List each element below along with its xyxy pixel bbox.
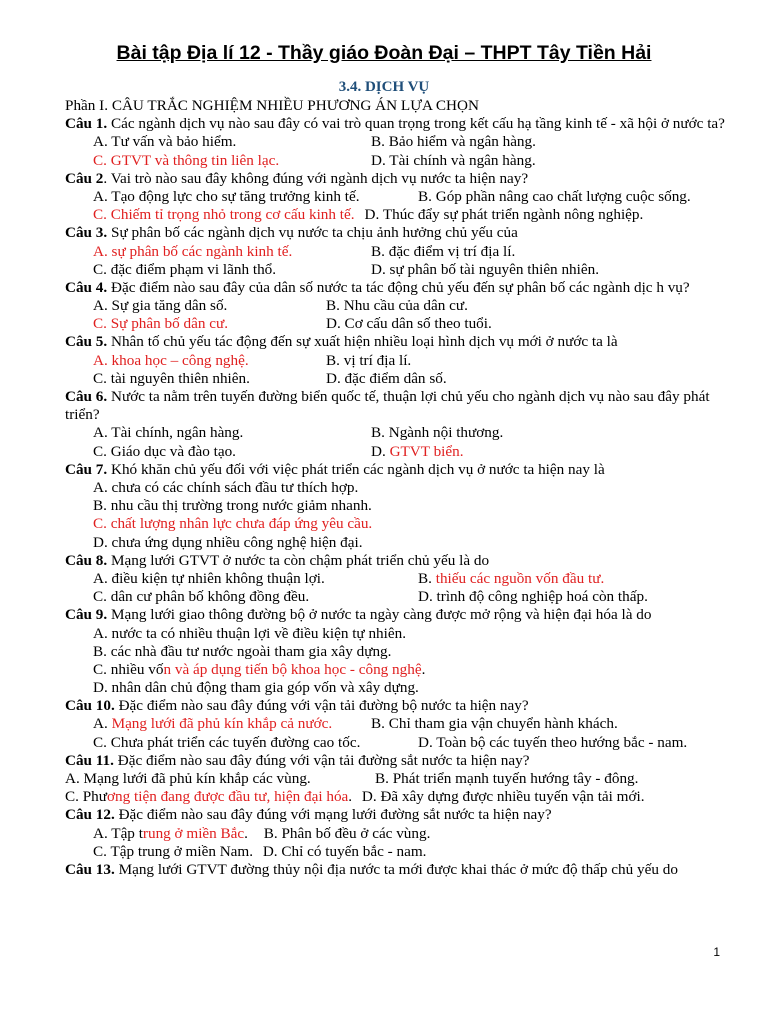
question-5 (65, 333, 725, 351)
question-7 (65, 461, 725, 479)
question-label: Câu 4. (65, 278, 108, 296)
options-row (65, 734, 725, 752)
question-11 (65, 752, 725, 770)
option-b: B. Phát triển mạnh tuyến hướng tây - đông. (375, 770, 639, 787)
option-d: D. Đã xây dựng được nhiều tuyến vận tải mới. (361, 788, 645, 806)
option-d: D. Cơ cấu dân số theo tuổi. (326, 315, 492, 333)
question-3 (65, 224, 725, 242)
option-a: A. Tài chính, ngân hàng. (93, 424, 244, 442)
question-label: Câu 11. (65, 751, 114, 769)
option-a: A. Mạng lưới đã phủ kín khắp các vùng. (65, 770, 311, 787)
question-label: Câu 2 (65, 169, 104, 187)
answer-highlight: n và áp dụng tiến bộ khoa học - công nghệ (163, 660, 422, 678)
options-row (65, 352, 725, 370)
question-10 (65, 697, 725, 715)
question-text: . Vai trò nào sau đây không đúng với ngành dịch vụ nước ta hiện nay? (103, 169, 529, 187)
option-d: D. trình độ công nghiệp hoá còn thấp. (418, 588, 648, 606)
answer-highlight: rung ở miền Bắc (142, 824, 245, 842)
option-b: B. Ngành nội thương. (371, 424, 504, 442)
option-a: A. điều kiện tự nhiên không thuận lợi. (93, 569, 325, 587)
question-label: Câu 10. (65, 697, 115, 715)
option-a-answer (93, 715, 371, 733)
question-label: Câu 5. (65, 333, 108, 351)
options-row (65, 261, 725, 279)
option-c-answer: C. GTVT và thông tin liên lạc. (93, 151, 280, 169)
options-row (65, 770, 725, 788)
answer-prefix: A. Tập t (93, 824, 143, 842)
option-d: D. Toàn bộ các tuyến theo hướng bắc - nam. (418, 733, 688, 751)
option-d: D. đặc điểm dân số. (326, 369, 447, 387)
section-title: 3.4. DỊCH VỤ (338, 79, 430, 95)
question-text: Đặc điểm nào sau đây của dân số nước ta tác động chủ yếu đến sự phân bố các ngành dịc h vụ? (107, 278, 690, 296)
option-a-answer: A. khoa học – công nghệ. (93, 351, 249, 369)
answer-suffix: . (348, 788, 353, 806)
answer-suffix: . (244, 824, 248, 842)
options-row (65, 152, 725, 170)
option-a: A. nước ta có nhiều thuận lợi về điều kiện tự nhiên. (93, 624, 406, 642)
question-1 (65, 115, 725, 133)
page-number: 1 (713, 945, 720, 959)
option-b: B. Bảo hiểm và ngân hàng. (371, 133, 536, 151)
answer-text: Mạng lưới đã phủ kín khắp cả nước. (107, 715, 333, 733)
option-d: D. nhân dân chủ động tham gia góp vốn và xây dựng. (93, 679, 419, 697)
option-c: C. Tập trung ở miền Nam. (93, 842, 254, 860)
option-a: A. chưa có các chính sách đầu tư thích hợp. (93, 479, 359, 496)
question-8 (65, 552, 725, 570)
options-row (65, 715, 725, 733)
options-row (65, 570, 725, 588)
options-row (65, 825, 725, 843)
option-d: D. sự phân bố tài nguyên thiên nhiên. (371, 260, 599, 278)
question-9 (65, 606, 725, 624)
answer-text: thiếu các nguồn vốn đầu tư. (431, 569, 605, 587)
options-row (65, 133, 725, 151)
answer-prefix: C. Phư (65, 788, 107, 806)
question-2 (65, 170, 725, 188)
option-c: C. Giáo dục và đào tạo. (93, 442, 236, 460)
answer-prefix: C. nhiều vố (93, 660, 164, 678)
options-row (65, 243, 725, 261)
option-b: B. Góp phần nâng cao chất lượng cuộc sống. (418, 187, 691, 205)
options-row (65, 443, 725, 461)
options-row (65, 588, 725, 606)
option-letter: D. (371, 442, 386, 460)
question-label: Câu 3. (65, 224, 108, 242)
question-label: Câu 6. (65, 388, 108, 406)
answer-suffix: . (421, 660, 426, 678)
option-c: C. đặc điểm phạm vi lãnh thổ. (93, 260, 277, 278)
document-body (65, 97, 725, 879)
option-d: D. Chỉ có tuyến bắc - nam. (262, 842, 427, 860)
question-label: Câu 13. (65, 860, 115, 878)
options-row (65, 297, 725, 315)
question-label: Câu 7. (65, 460, 108, 478)
question-text: Khó khăn chủ yếu đối với việc phát triển các ngành dịch vụ ở nước ta hiện nay là (107, 460, 605, 478)
answer-highlight: ơng tiện đang được đầu tư, hiện đại hóa (107, 788, 349, 806)
option-a: A. Tư vấn và bảo hiểm. (93, 133, 237, 151)
option-a-answer: A. sự phân bố các ngành kinh tế. (93, 242, 293, 260)
option-d: D. chưa ứng dụng nhiều công nghệ hiện đại. (93, 533, 363, 551)
options-row (65, 206, 725, 224)
question-text: Mạng lưới GTVT đường thủy nội địa nước ta mới được khai thác ở mức độ thấp chủ yếu do (114, 860, 678, 878)
option-c-answer: C. Sự phân bố dân cư. (93, 315, 228, 333)
question-text: Mạng lưới giao thông đường bộ ở nước ta ngày càng được mở rộng và hiện đại hóa là do (107, 606, 652, 624)
option-c-answer: C. Chiếm tỉ trọng nhỏ trong cơ cấu kinh tế. (93, 206, 355, 224)
options-row (65, 315, 725, 333)
question-text: Mạng lưới GTVT ở nước ta còn chậm phát triển chủ yếu là do (107, 551, 490, 569)
page-title: Bài tập Địa lí 12 - Thầy giáo Đoàn Đại – THPT Tây Tiền Hải (116, 42, 652, 64)
option-a: A. Sự gia tăng dân số. (93, 297, 228, 315)
answer-text: GTVT biển. (385, 442, 464, 460)
question-label: Câu 8. (65, 551, 108, 569)
question-text: Các ngành dịch vụ nào sau đây có vai trò quan trọng trong kết cấu hạ tầng kinh tế - xã hội ở nước ta? (107, 115, 725, 133)
options-row (65, 188, 725, 206)
option-b-answer (418, 570, 604, 588)
option-b: B. Nhu cầu của dân cư. (326, 297, 468, 315)
option-letter: B. (418, 569, 432, 587)
option-c: C. dân cư phân bố không đồng đều. (93, 588, 310, 606)
part-heading: Phần I. CÂU TRẮC NGHIỆM NHIỀU PHƯƠNG ÁN LỰA CHỌN (65, 97, 479, 114)
question-label: Câu 12. (65, 806, 115, 824)
option-a: A. Tạo động lực cho sự tăng trưởng kinh tế. (93, 187, 360, 205)
question-13 (65, 861, 725, 879)
question-label: Câu 1. (65, 115, 108, 133)
question-text: Đặc điểm nào sau đây đúng với vận tải đường bộ nước ta hiện nay? (114, 697, 529, 715)
option-c: C. Chưa phát triển các tuyến đường cao tốc. (93, 733, 361, 751)
question-text: Đặc điểm nào sau đây đúng với mạng lưới đường sắt nước ta hiện nay? (114, 806, 552, 824)
question-text: Nước ta nằm trên tuyến đường biển quốc tế, thuận lợi chủ yếu cho ngành dịch vụ nào sau đây phát triển? (65, 388, 710, 424)
option-c-answer: C. chất lượng nhân lực chưa đáp ứng yêu cầu. (93, 515, 373, 533)
option-d: D. Thúc đẩy sự phát triển ngành nông nghiệp. (364, 206, 644, 224)
option-c-answer (65, 661, 725, 679)
option-c: C. tài nguyên thiên nhiên. (93, 369, 250, 387)
question-text: Nhân tố chủ yếu tác động đến sự xuất hiện nhiều loại hình dịch vụ mới ở nước ta là (107, 333, 618, 351)
options-row (65, 843, 725, 861)
option-b: B. Chỉ tham gia vận chuyển hành khách. (371, 715, 618, 733)
question-4 (65, 279, 725, 297)
option-c-answer (65, 788, 352, 805)
option-b: B. vị trí địa lí. (326, 351, 412, 369)
question-text: Sự phân bố các ngành dịch vụ nước ta chịu ảnh hưởng chủ yếu của (107, 224, 518, 242)
option-b: B. nhu cầu thị trường trong nước giảm nhanh. (93, 497, 372, 515)
options-row (65, 788, 725, 806)
question-text: Đặc điểm nào sau đây đúng với vận tải đường sắt nước ta hiện nay? (113, 751, 530, 769)
option-b: B. các nhà đầu tư nước ngoài tham gia xây dựng. (93, 642, 392, 660)
options-row (65, 424, 725, 442)
question-12 (65, 806, 725, 824)
options-row (65, 370, 725, 388)
option-b: B. đặc điểm vị trí địa lí. (371, 242, 516, 260)
question-label: Câu 9. (65, 606, 108, 624)
option-b: B. Phân bố đều ở các vùng. (263, 824, 431, 842)
option-d: D. Tài chính và ngân hàng. (371, 151, 536, 169)
option-d-answer (371, 443, 464, 461)
option-a-answer (93, 825, 248, 842)
question-6 (65, 388, 725, 424)
option-letter: A. (93, 715, 108, 733)
